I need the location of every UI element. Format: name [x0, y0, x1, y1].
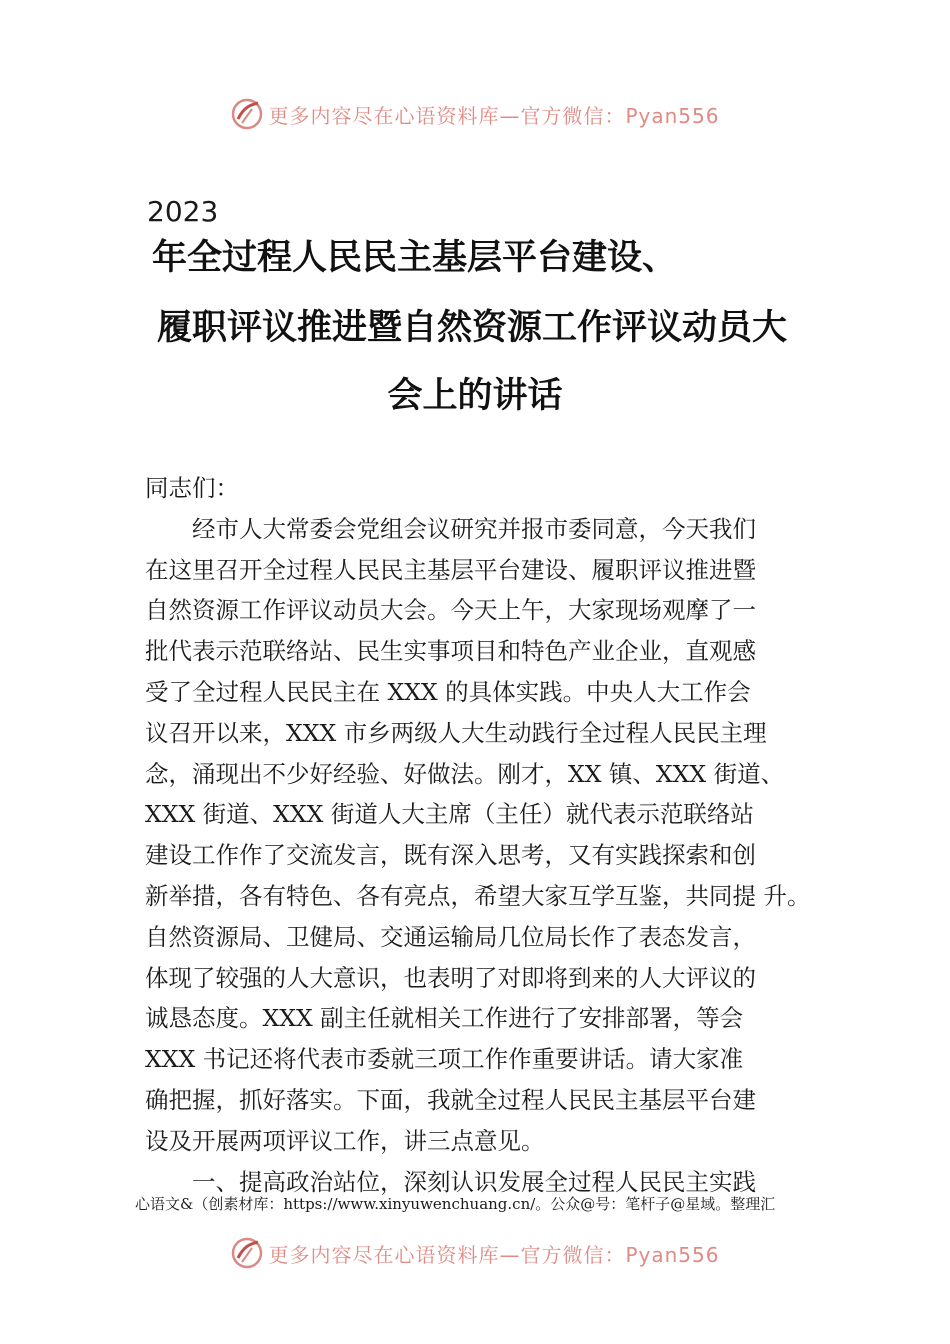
body-line: 设及开展两项评议工作，讲三点意见。	[145, 1126, 545, 1155]
document-body	[145, 468, 825, 1202]
body-line: 在这里召开全过程人民民主基层平台建设、履职评议推进暨	[145, 555, 756, 584]
body-line: 同志们：	[145, 474, 239, 502]
body-line: 批代表示范联络站、民生实事项目和特色产业企业，直观感	[145, 637, 756, 666]
body-line: 议召开以来，XXX 市乡两级人大生动践行全过程人民民主理	[145, 718, 767, 747]
body-line: 经市人大常委会党组会议研究并报市委同意，今天我们	[145, 514, 756, 543]
body-line: 受了全过程人民民主在 XXX 的具体实践。中央人大工作会	[145, 677, 751, 706]
body-line: 自然资源工作评议动员大会。今天上午，大家现场观摩了一	[145, 596, 756, 625]
body-line: 新举措，各有特色、各有亮点，希望大家互学互鉴，共同提 升。	[145, 881, 811, 910]
body-line: 自然资源局、卫健局、交通运输局几位局长作了表态发言，	[145, 922, 756, 951]
top-banner	[0, 94, 950, 134]
bottom-banner	[0, 1233, 950, 1273]
banner-text: 更多内容尽在心语资料库—官方微信：Pyan556	[268, 1242, 720, 1267]
body-line: 建设工作作了交流发言，既有深入思考，又有实践探索和创	[145, 841, 756, 870]
body-line: XXX 书记还将代表市委就三项工作作重要讲话。请大家准	[145, 1045, 744, 1074]
footer-note: 心语文&（创素材库：https://www.xinyuwenchuang.cn/。公众@号：笔杆子@星域。整理汇	[135, 1195, 776, 1213]
body-line: 一、提高政治站位，深刻认识发展全过程人民民主实践	[145, 1167, 756, 1196]
body-line: 确把握，抓好落实。下面，我就全过程人民民主基层平台建	[145, 1085, 756, 1114]
title-year: 2023	[147, 195, 219, 228]
body-line: 诚恳态度。XXX 副主任就相关工作进行了安排部署，等会	[145, 1004, 744, 1033]
body-line: 体现了较强的人大意识，也表明了对即将到来的人大评议的	[145, 963, 756, 992]
body-line: 念，涌现出不少好经验、好做法。刚才，XX 镇、XXX 街道、	[145, 759, 785, 788]
title-line-1: 年全过程人民民主基层平台建设、	[152, 237, 678, 278]
body-line: XXX 街道、XXX 街道人大主席（主任）就代表示范联络站	[145, 800, 754, 829]
brand-logo-icon	[230, 1236, 264, 1270]
title-line-3: 会上的讲话	[387, 375, 563, 416]
banner-text: 更多内容尽在心语资料库—官方微信：Pyan556	[268, 103, 720, 128]
brand-logo-icon	[230, 97, 264, 131]
title-line-2: 履职评议推进暨自然资源工作评议动员大	[157, 307, 788, 348]
